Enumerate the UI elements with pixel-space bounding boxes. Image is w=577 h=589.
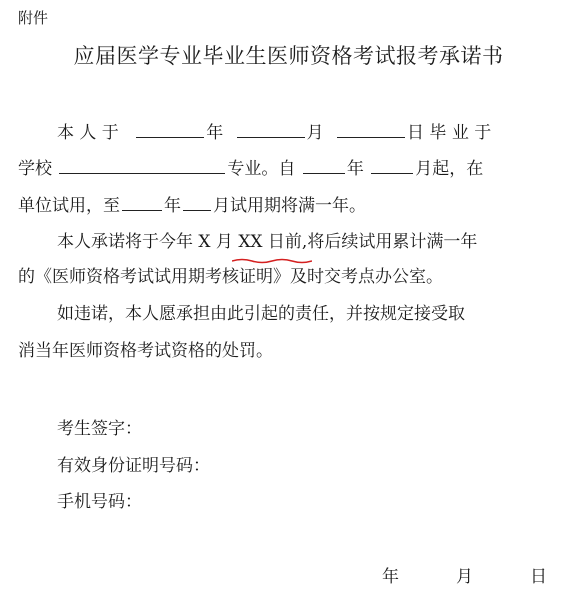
paragraph3-line1: 如违诺，本人愿承担由此引起的责任，并按规定接受取	[57, 304, 465, 324]
line3-year: 年	[164, 196, 181, 216]
line1-year: 年	[206, 123, 224, 143]
page-title: 应届医学专业毕业生医师资格考试报考承诺书	[73, 44, 504, 68]
paragraph2-line2: 的《医师资格考试试用期考核证明》及时交考点办公室。	[18, 267, 443, 287]
date-year-label: 年	[382, 567, 399, 587]
paragraph3-line2: 消当年医师资格考试资格的处罚。	[18, 341, 273, 361]
line2-school: 学校	[18, 159, 52, 179]
line3-unit: 单位试用，至	[18, 196, 120, 216]
line2-month: 月起，在	[415, 159, 484, 179]
start-month-blank[interactable]	[371, 156, 413, 174]
start-year-blank[interactable]	[303, 156, 345, 174]
line2-year: 年	[346, 159, 364, 179]
date-month-label: 月	[456, 567, 473, 587]
end-year-blank[interactable]	[122, 193, 162, 211]
line3-end: 月试用期将满一年。	[213, 196, 366, 216]
paragraph1-line3	[18, 193, 366, 217]
attachment-label: 附件	[18, 9, 49, 27]
line1-month: 月	[306, 123, 324, 143]
phone-number-label: 手机号码：	[57, 492, 142, 512]
red-wavy-underline	[232, 258, 312, 264]
paragraph1-line2	[18, 156, 483, 180]
line2-major: 专业。自	[227, 159, 296, 179]
line1-prefix: 本 人 于	[57, 123, 119, 143]
line1-day: 日 毕 业 于	[407, 123, 492, 143]
paragraph1-line1	[57, 120, 491, 144]
date-day-label: 日	[530, 567, 547, 587]
end-month-blank[interactable]	[183, 193, 211, 211]
school-name-blank[interactable]	[59, 156, 225, 174]
graduation-day-blank[interactable]	[337, 120, 405, 138]
paragraph2-line1: 本人承诺将于今年 X 月 XX 日前,将后续试用累计满一年	[57, 232, 478, 252]
id-number-label: 有效身份证明号码：	[57, 456, 210, 476]
graduation-year-blank[interactable]	[136, 120, 204, 138]
candidate-signature-label: 考生签字：	[57, 419, 142, 439]
graduation-month-blank[interactable]	[237, 120, 305, 138]
